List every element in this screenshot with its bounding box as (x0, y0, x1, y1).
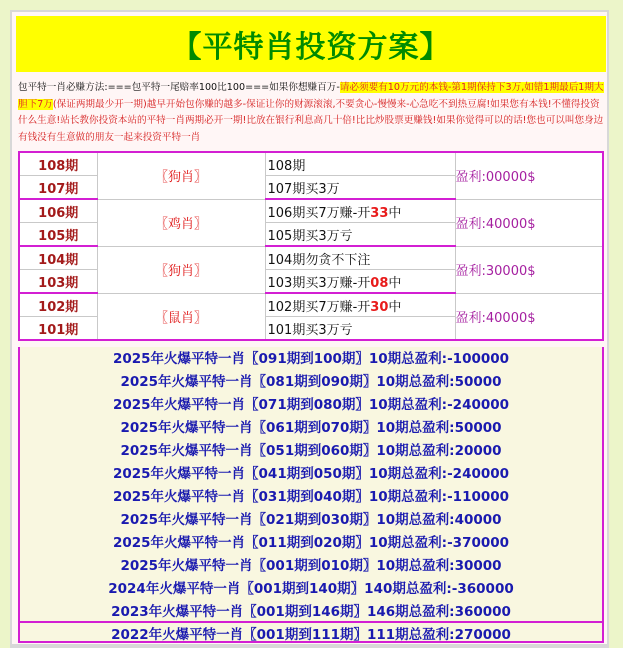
bet-detail-text: 105期买3万亏 (267, 228, 353, 244)
bet-detail (265, 223, 455, 247)
intro-highlight: 请必须要有10万元的本钱-第1期保持下3万,如错1期最后1期大胆下7万 (18, 82, 604, 110)
zodiac-pick: 〖鸡肖〗 (97, 199, 265, 246)
draw-number: 08 (370, 275, 389, 291)
bet-detail (265, 246, 455, 270)
issue-cell: 103期 (19, 270, 97, 294)
intro-text (18, 80, 606, 146)
bet-detail (265, 270, 455, 294)
history-line: 2025年火爆平特一肖〖011期到020期〗10期总盈利:-370000 (112, 535, 510, 551)
issue-cell: 102期 (19, 293, 97, 317)
history-line: 2025年火爆平特一肖〖091期到100期〗10期总盈利:-100000 (112, 351, 510, 367)
bet-detail (265, 152, 455, 176)
profit-cell: 盈利:30000$ (455, 246, 603, 293)
zodiac-pick: 〖狗肖〗 (97, 152, 265, 199)
history-line: 2024年火爆平特一肖〖001期到140期〗140期总盈利:-360000 (108, 581, 514, 597)
plan-row (19, 246, 603, 270)
profit-cell: 盈利:40000$ (455, 293, 603, 340)
bet-detail-text: 104期勿贪不下注 (267, 252, 371, 268)
bet-detail-text: 103期买3万赚-开 (267, 275, 371, 291)
history-line: 2025年火爆平特一肖〖001期到010期〗10期总盈利:30000 (120, 558, 502, 574)
bet-detail-text: 106期买7万赚-开 (267, 205, 371, 221)
issue-cell: 107期 (19, 176, 97, 200)
bet-detail-text: 101期买3万亏 (267, 322, 353, 338)
issue-cell: 106期 (19, 199, 97, 223)
bet-detail-suffix: 中 (388, 205, 402, 221)
bet-detail (265, 317, 455, 341)
history-line: 2025年火爆平特一肖〖051期到060期〗10期总盈利:20000 (120, 443, 502, 459)
issue-cell: 104期 (19, 246, 97, 270)
plan-table (18, 151, 604, 341)
plan-row (19, 152, 603, 176)
draw-number: 33 (370, 205, 389, 221)
history-line: 2025年火爆平特一肖〖071期到080期〗10期总盈利:-240000 (112, 397, 510, 413)
issue-cell: 101期 (19, 317, 97, 341)
history-line: 2025年火爆平特一肖〖081期到090期〗10期总盈利:50000 (120, 374, 502, 390)
history-line: 2025年火爆平特一肖〖021期到030期〗10期总盈利:40000 (120, 512, 502, 528)
issue-cell: 108期 (19, 152, 97, 176)
page-title: 【平特肖投资方案】 (16, 16, 606, 72)
history-line: 2025年火爆平特一肖〖041期到050期〗10期总盈利:-240000 (112, 466, 510, 482)
plan-row (19, 293, 603, 317)
plan-row (19, 199, 603, 223)
intro-text-part3: (保证两期最少开一期)越早开始包你赚的越多-保证让你的财源滚滚,不要贪心-慢慢来-心急吃不到热豆腐!如果您有本钱!不懂得投资什么生意!站长教你投资本站的平特一肖两期必开一期!比放在银行利息高几十倍!比比炒股票更赚钱!如果你觉得可以的话!您也可以叫您身边有钱没有生意做的朋友一起来投资平特一肖 (18, 98, 604, 143)
history-line: 2025年火爆平特一肖〖061期到070期〗10期总盈利:50000 (120, 420, 502, 436)
bet-detail (265, 199, 455, 223)
bet-detail (265, 293, 455, 317)
issue-cell: 105期 (19, 223, 97, 247)
profit-cell: 盈利:40000$ (455, 199, 603, 246)
bet-detail-text: 108期 (267, 158, 306, 174)
history-line: 2023年火爆平特一肖〖001期到146期〗146期总盈利:360000 (111, 604, 511, 620)
intro-text-part1: 包平特一肖必赚方法:===包平特一尾赔率100比100===如果你想赚百万- (18, 82, 340, 93)
zodiac-pick: 〖狗肖〗 (97, 246, 265, 293)
draw-number: 30 (370, 299, 389, 315)
bet-detail-text: 107期买3万 (267, 181, 340, 197)
bet-detail-suffix: 中 (388, 275, 402, 291)
bet-detail-suffix: 中 (388, 299, 402, 315)
zodiac-pick: 〖鼠肖〗 (97, 293, 265, 340)
history-line: 2022年火爆平特一肖〖001期到111期〗111期总盈利:270000 (20, 621, 602, 643)
history-line: 2025年火爆平特一肖〖031期到040期〗10期总盈利:-110000 (112, 489, 510, 505)
bet-detail (265, 176, 455, 200)
history-panel (18, 347, 604, 643)
profit-cell: 盈利:00000$ (455, 152, 603, 199)
bet-detail-text: 102期买7万赚-开 (267, 299, 371, 315)
